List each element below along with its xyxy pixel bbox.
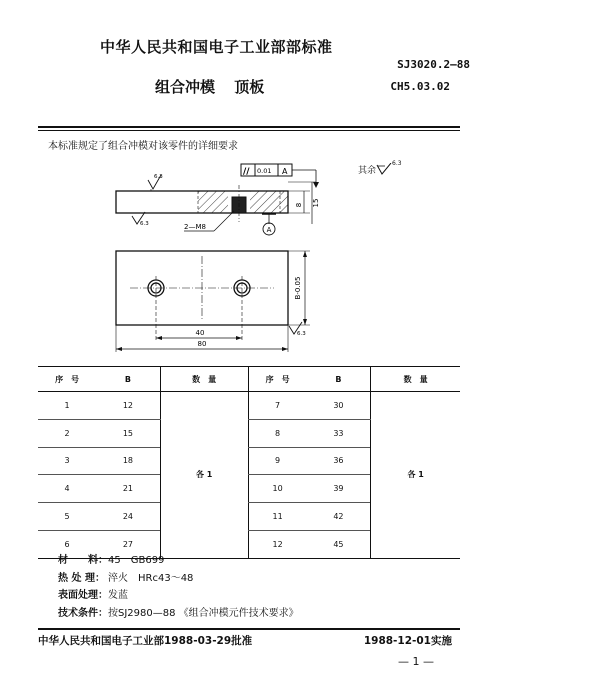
section-hatch <box>198 191 228 213</box>
cell-b: 45 <box>307 530 371 558</box>
roughness-plan-value: 6.3 <box>297 331 306 337</box>
cell-no: 9 <box>248 447 307 475</box>
dimension-total-height: 15 <box>312 198 320 208</box>
col-header-qty: 数 量 <box>371 367 460 392</box>
tolerance-value: 0.01 <box>257 167 272 175</box>
spec-heat-treatment <box>58 570 299 588</box>
spec-label: 材 料： <box>58 555 108 566</box>
spec-label: 表面处理： <box>58 590 108 601</box>
dimension-length: 80 <box>197 340 207 348</box>
standard-number: SJ3020.2—88 <box>397 58 470 71</box>
cell-qty-left: 各 1 <box>160 392 248 559</box>
cell-no: 1 <box>38 392 96 420</box>
plan-view <box>116 251 310 352</box>
dimension-hole-spacing: 40 <box>195 329 205 337</box>
cell-b: 21 <box>96 475 160 503</box>
section-view <box>116 164 320 235</box>
cell-no: 12 <box>248 530 307 558</box>
page-number: — 1 — <box>398 655 434 668</box>
spec-value: 按SJ2980—88 《组合冲模元件技术要求》 <box>108 607 299 619</box>
approval-note: 中华人民共和国电子工业部1988-03-29批准 <box>38 635 253 647</box>
cell-b: 24 <box>96 503 160 531</box>
cell-b: 30 <box>307 392 371 420</box>
cell-no: 2 <box>38 419 96 447</box>
cell-no: 11 <box>248 503 307 531</box>
roughness-rest-label: 其余 <box>358 166 377 176</box>
col-header-no: 序 号 <box>248 367 307 392</box>
standard-code: CH5.03.02 <box>390 80 450 93</box>
spec-label: 技术条件： <box>58 607 108 619</box>
document-title: 组合冲模 顶板 <box>155 78 265 96</box>
cell-no: 10 <box>248 475 307 503</box>
specification-block <box>58 552 299 622</box>
roughness-rest-value: 6.3 <box>392 160 402 167</box>
cell-no: 3 <box>38 447 96 475</box>
effective-date: 1988-12-01实施 <box>363 635 452 647</box>
cell-b: 33 <box>307 419 371 447</box>
cell-b: 36 <box>307 447 371 475</box>
col-header-qty: 数 量 <box>160 367 248 392</box>
section-hatch <box>250 191 288 213</box>
spec-technical-conditions <box>58 605 299 623</box>
org-title: 中华人民共和国电子工业部部标准 <box>100 38 333 56</box>
cell-b: 42 <box>307 503 371 531</box>
cell-no: 5 <box>38 503 96 531</box>
cell-b: 15 <box>96 419 160 447</box>
cell-no: 6 <box>38 530 96 558</box>
cell-b: 27 <box>96 530 160 558</box>
col-header-no: 序 号 <box>38 367 96 392</box>
dimension-width: B-0.05 <box>294 276 302 300</box>
spec-value: 发蓝 <box>108 590 128 601</box>
spec-value: 45 GB699 <box>108 555 165 566</box>
cell-b: 39 <box>307 475 371 503</box>
spec-value: 淬火 HRc43～48 <box>108 572 194 584</box>
cell-qty-right: 各 1 <box>371 392 460 559</box>
spec-surface-treatment <box>58 587 299 605</box>
scope-text: 本标准规定了组合冲模对该零件的详细要求 <box>48 141 238 152</box>
cell-b: 18 <box>96 447 160 475</box>
tolerance-datum: A <box>282 167 288 176</box>
col-header-b: B <box>96 367 160 392</box>
roughness-bottom-value: 6.3 <box>140 221 149 227</box>
cell-no: 4 <box>38 475 96 503</box>
tolerance-symbol: // <box>243 167 250 177</box>
spec-material <box>58 552 299 570</box>
table-row <box>38 392 460 420</box>
roughness-top-value: 6.3 <box>154 174 163 180</box>
spec-label: 热 处 理： <box>58 572 105 584</box>
footer-rule <box>38 628 460 630</box>
cell-b: 12 <box>96 392 160 420</box>
datum-label: A <box>266 226 272 234</box>
size-table <box>38 366 460 559</box>
hole-note: 2—M8 <box>184 223 206 231</box>
cell-no: 8 <box>248 419 307 447</box>
dimension-thickness: 8 <box>295 202 303 208</box>
cell-no: 7 <box>248 392 307 420</box>
table-header-row <box>38 367 460 392</box>
col-header-b: B <box>307 367 371 392</box>
